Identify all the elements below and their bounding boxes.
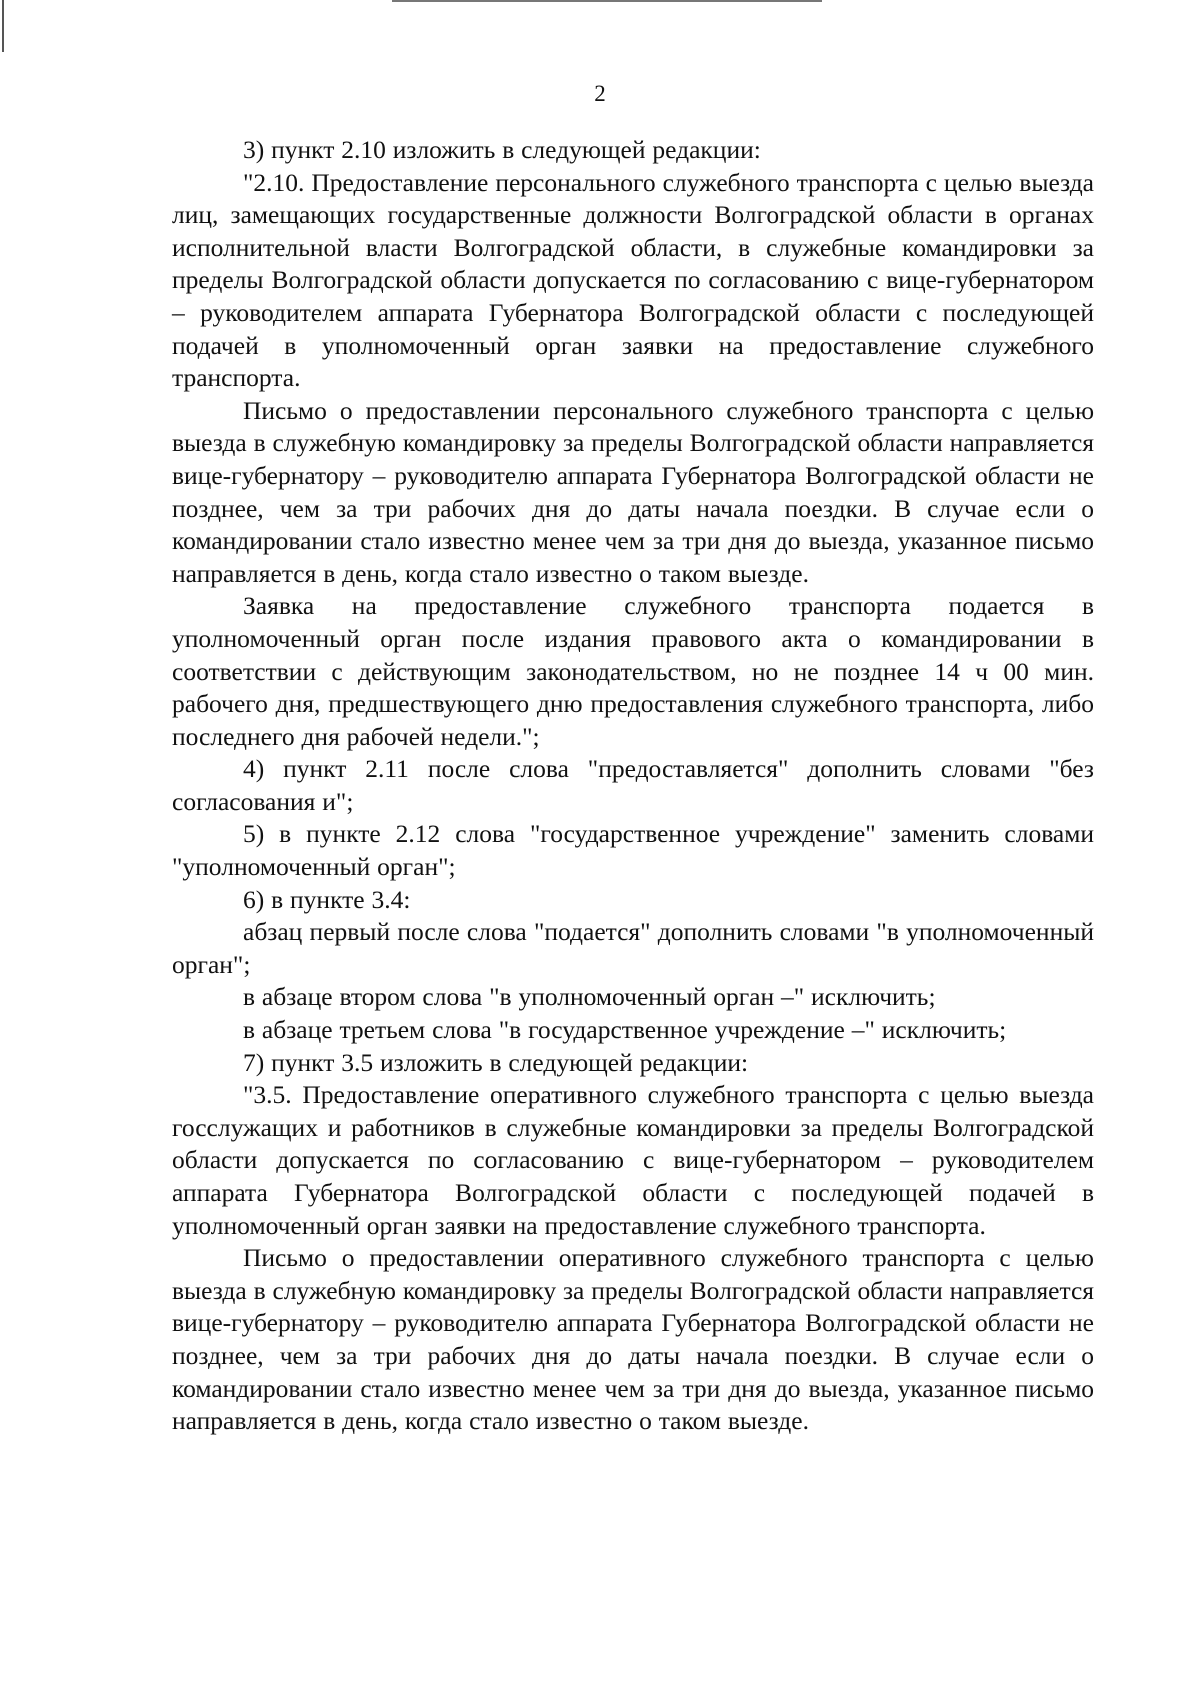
document-body xyxy=(172,134,1094,1438)
top-rule-line xyxy=(392,0,822,2)
paragraph-operative-transport-letter: Письмо о предоставлении оперативного служебного транспорта с целью выезда в служебную командировку за пределы Волгоградской области направляется вице-губернатору – руководителю аппарата Губернатора Волгоградской области не позднее, чем за три рабочих дня до даты начала поездки. В случае если о командировании стало известно менее чем за три дня до выезда, указанное письмо направляется в день, когда стало известно о таком выезде. xyxy=(172,1243,1094,1436)
paragraph-item-3-heading: 3) пункт 2.10 изложить в следующей редакции: xyxy=(243,135,761,164)
paragraph-item-4: 4) пункт 2.11 после слова "предоставляется" дополнить словами "без согласования и"; xyxy=(172,754,1094,816)
paragraph-personal-transport-letter: Письмо о предоставлении персонального служебного транспорта с целью выезда в служебную командировку за пределы Волгоградской области направляется вице-губернатору – руководителю аппарата Губернатора Волгоградской области не позднее, чем за три рабочих дня до даты начала поездки. В случае если о командировании стало известно менее чем за три дня до выезда, указанное письмо направляется в день, когда стало известно о таком выезде. xyxy=(172,395,1094,588)
paragraph-item-5: 5) в пункте 2.12 слова "государственное учреждение" заменить словами "уполномоченный орган"; xyxy=(172,819,1094,882)
paragraph-transport-request: Заявка на предоставление служебного транспорта подается в уполномоченный орган после издания правового акта о командировании в соответствии с действующим законодательством, но не позднее 14 ч 00 мин. рабочего дня, предшествующего дню предоставления служебного транспорта, либо последнего дня рабочей недели."; xyxy=(172,591,1094,751)
paragraph-item-7-heading: 7) пункт 3.5 изложить в следующей редакции: xyxy=(243,1047,749,1077)
paragraph-item-6-first: абзац первый после слова "подается" дополнить словами "в уполномоченный орган"; xyxy=(172,917,1094,979)
paragraph-3-5-operative-transport: "3.5. Предоставление оперативного служебного транспорта с целью выезда госслужащих и работников в служебные командировки за пределы Волгоградской области допускается по согласованию с вице-губернатором – руководителем аппарата Губернатора Волгоградской области с последующей подачей в уполномоченный орган заявки на предоставление служебного транспорта. xyxy=(172,1080,1094,1240)
paragraph-item-6-third: в абзаце третьем слова "в государственное учреждение –" исключить; xyxy=(243,1015,1007,1045)
scan-edge-mark xyxy=(2,0,4,52)
paragraph-item-6: 6) в пункте 3.4: xyxy=(243,884,411,914)
paragraph-item-6-second: в абзаце втором слова "в уполномоченный орган –" исключить; xyxy=(243,982,936,1012)
page-number: 2 xyxy=(594,81,606,106)
paragraph-2-10-personal-transport: "2.10. Предоставление персонального служебного транспорта с целью выезда лиц, замещающих государственные должности Волгоградской области в органах исполнительной власти Волгоградской области, в служебные командировки за пределы Волгоградской области допускается по согласованию с вице-губернатором – руководителем аппарата Губернатора Волгоградской области с последующей подачей в уполномоченный орган заявки на предоставление служебного транспорта. xyxy=(172,167,1094,393)
